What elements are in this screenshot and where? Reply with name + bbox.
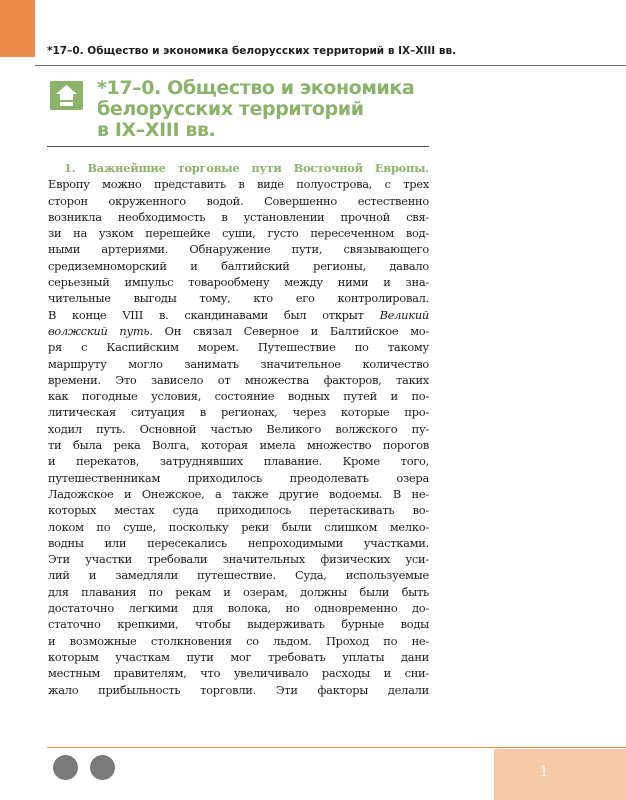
body-line-text: В конце VIII в. скандинавами был открыт [48, 307, 364, 322]
body-line: времени. Это зависело от множества факторов, таких [48, 372, 429, 387]
header-divider [35, 65, 626, 66]
body-line: и перекатов, затруднявших плавание. Кроме того, [48, 454, 429, 469]
body-line: путешественникам приходилось преодолевать озера [48, 470, 429, 485]
body-line: и возможные столкновения со льдом. Проход по не- [48, 633, 429, 648]
body-line: статочно крепкими, чтобы выдерживать бурные воды [48, 617, 429, 632]
corner-tab [0, 0, 35, 57]
body-line: средиземноморский и балтийский регионы, давало [48, 258, 429, 273]
body-line: которым участкам пути мог требовать уплаты дани [48, 649, 429, 664]
prev-page-dot[interactable] [53, 755, 78, 780]
body-line: ными артериями. Обнаружение пути, связывающего [48, 242, 429, 257]
body-line: литическая ситуация в регионах, через которые про- [48, 405, 429, 420]
page-number: 1 [539, 762, 549, 780]
body-line: как погодные условия, состояние водных путей и по- [48, 389, 429, 404]
body-line: Эти участки требовали значительных физических уси- [48, 552, 429, 567]
body-line: возникла необходимость в установлении прочной свя- [48, 209, 429, 224]
section-title-line: белорусских территорий [97, 98, 364, 120]
body-line: которых местах суда приходилось перетаскивать во- [48, 503, 429, 518]
title-divider [47, 146, 429, 147]
body-line: чительные выгоды тому, кто его контролировал. [48, 291, 429, 306]
body-line-text: Он связал Северное и Балтийское мо- [164, 323, 430, 338]
body-line: серьезный импульс товарообмену между ними и зна- [48, 275, 429, 290]
body-text [48, 160, 429, 698]
next-page-dot[interactable] [90, 755, 115, 780]
body-line [48, 307, 429, 323]
body-line: Ладожское и Онежское, а также другие водоемы. В не- [48, 486, 429, 501]
section-title-line: в IX–XIII вв. [97, 119, 216, 141]
body-line: ти была река Волга, которая имела множество порогов [48, 438, 429, 453]
body-line: местным правителям, что увеличивало расходы и сни- [48, 666, 429, 681]
section-title [97, 78, 427, 141]
body-line: водны или пересекались непроходимыми участками. [48, 535, 429, 550]
body-line: ря с Каспийским морем. Путешествие по такому [48, 340, 429, 355]
home-icon[interactable] [50, 81, 83, 110]
body-line: достаточно легкими для волока, но одновременно до- [48, 601, 429, 616]
body-line: Европу можно представить в виде полуострова, с трех [48, 177, 429, 192]
body-line [48, 160, 429, 176]
body-line: сторон окруженного водой. Совершенно естественно [48, 193, 429, 208]
body-line [48, 323, 429, 339]
body-line: зи на узком перешейке суши, густо пересеченном вод- [48, 226, 429, 241]
paragraph-heading: 1. Важнейшие торговые пути Восточной Европы. [64, 161, 429, 175]
body-line: ходил путь. Основной частью Великого волжского пу- [48, 421, 429, 436]
footer-divider [47, 747, 626, 748]
body-line: лий и замедляли путешествие. Суда, используемые [48, 568, 429, 583]
body-line: жало прибыльность торговли. Эти факторы делали [48, 682, 429, 697]
body-line: маршруту могло занимать значительное количество [48, 356, 429, 371]
section-title-line: *17–0. Общество и экономика [97, 77, 415, 99]
italic-term: Великий [379, 307, 429, 322]
running-head: *17–0. Общество и экономика белорусских территорий в IX–XIII вв. [47, 45, 457, 57]
body-line: локом по суше, поскольку реки были слишком мелко- [48, 519, 429, 534]
body-line: для плавания по рекам и озерам, должны были быть [48, 584, 429, 599]
italic-term: волжский путь. [48, 323, 153, 338]
